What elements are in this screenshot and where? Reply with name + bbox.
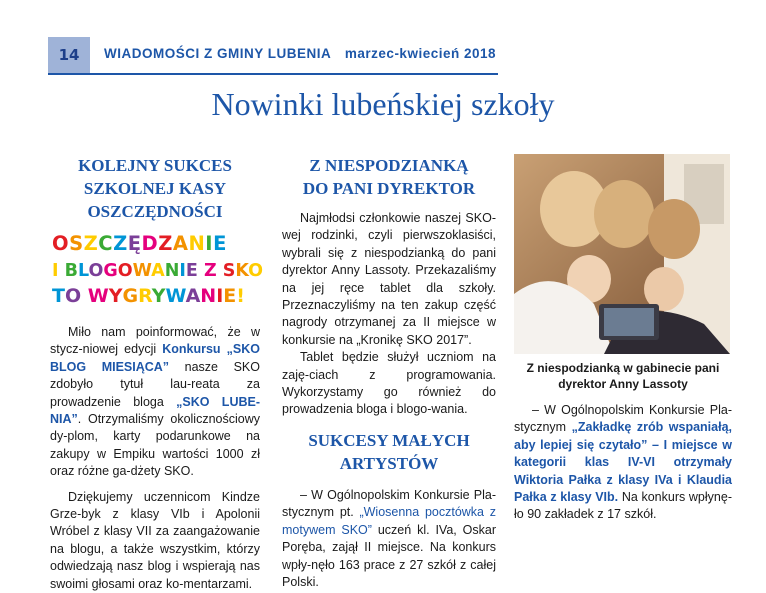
postcard-contest-link[interactable]: „Wiosenna pocztówka z motywem SKO” (282, 505, 496, 537)
article-paragraph (50, 324, 260, 481)
blog-link[interactable]: „SKO LUBE-NIA” (50, 394, 260, 427)
headline-line: ARTYSTÓW (339, 453, 439, 473)
running-header (104, 46, 496, 61)
headline-line: SZKOLNEJ KASY (83, 179, 227, 198)
article-paragraph: Najmłodsi członkowie naszej SKO-wej rodzinki, czyli pierwszoklasiści, wybrali się z niespodzianką do pani dyrektor Anny Lassoty. Przekazaliśmy na jej ręce tablet dla szkoły. Przeznaczyliśmy na ten zakup część nagrody otrzymanej za II miejsce w konkursie na „Kronikę SKO 2017”. (282, 211, 496, 347)
photo-caption: Z niespodzianką w gabinecie pani dyrektor Anny Lassoty (526, 361, 720, 391)
text-run: – W Ogólnopolskim Konkursie Pla-stycznym (514, 403, 732, 435)
text-run: . Otrzymaliśmy okolicznościowy dy-plom, karty podarunkowe na zakupy w Empiku wartości 1000 zł oraz różne ga-dżety SKO. (50, 412, 260, 479)
page-number: 14 (48, 37, 90, 73)
issue-date: marzec-kwiecień 2018 (344, 46, 496, 61)
article-paragraph: Tablet będzie służył uczniom na zaję-ciach z programowania. Wykorzystamy go również do prowadzenia bloga i blogo-wania. (282, 350, 496, 417)
logo-text-line: TO WYGRYWANIE! (52, 285, 245, 307)
article-headline-sko-success (50, 154, 260, 223)
column-2 (282, 154, 496, 591)
headline-line: DO PANI DYREKTOR (302, 179, 476, 198)
bookmark-contest-link[interactable]: „Zakładkę zrób wspaniałą, aby lepiej się czytało” – I miejsce (514, 420, 732, 452)
column-1-body (50, 324, 260, 593)
logo-text-line: OSZCZĘDZANIE (52, 232, 227, 255)
text-run: Na konkurs wpłynę-ło 90 zakładek z 17 szkół. (514, 490, 732, 522)
text-run: Miło nam poinformować, że w stycz-niowej edycji (50, 325, 260, 357)
article-headline-surprise (282, 154, 496, 200)
article-paragraph: Dziękujemy uczennicom Kindze Grze-byk z klasy VIb i Apolonii Wróbel z klasy VII za zaangażowanie na blogu, a także wszystkim, którzy odwiedzają nasz blog i wspierają nas swoimi głosami oraz ko-mentarzami. (50, 489, 260, 591)
page-title: Nowinki lubeńskiej szkoły (211, 86, 555, 122)
publication-name: WIADOMOŚCI Z GMINY LUBENIA (104, 46, 332, 61)
contest-link[interactable]: Konkursu „SKO BLOG MIESIĄCA” (50, 342, 260, 374)
sko-blog-logo (50, 228, 264, 312)
header-rule (48, 73, 498, 75)
text-run: nasze SKO zdobyło tytuł lau-reata za prowadzenie bloga (50, 359, 260, 409)
article-paragraph (514, 402, 732, 524)
headline-line: SUKCESY MAŁYCH (308, 430, 470, 450)
column-1 (50, 154, 260, 223)
headline-line: Z NIESPODZIANKĄ (309, 156, 469, 175)
headline-line: KOLEJNY SUKCES (78, 156, 232, 175)
logo-text-line: I BLOGOWANIE Z SKO (52, 261, 264, 281)
column-3-body (514, 402, 732, 524)
article-paragraph (282, 487, 496, 591)
article-headline-young-artists (282, 429, 496, 475)
winners-text: w kategorii klas IV-VI otrzymały Wiktoria Pałka z klasy IVa i Klaudia Pałka z klasy VIb. (514, 437, 732, 505)
classroom-photo (514, 154, 730, 354)
text-run: uczeń kl. IVa, Oskar Poręba, zajął II miejsce. Na konkurs wpły-nęło 163 prace z 27 szkół z całej Polski. (282, 522, 496, 589)
headline-line: OSZCZĘDNOŚCI (87, 202, 223, 221)
text-run: – W Ogólnopolskim Konkursie Pla-stycznym pt. (282, 487, 496, 520)
